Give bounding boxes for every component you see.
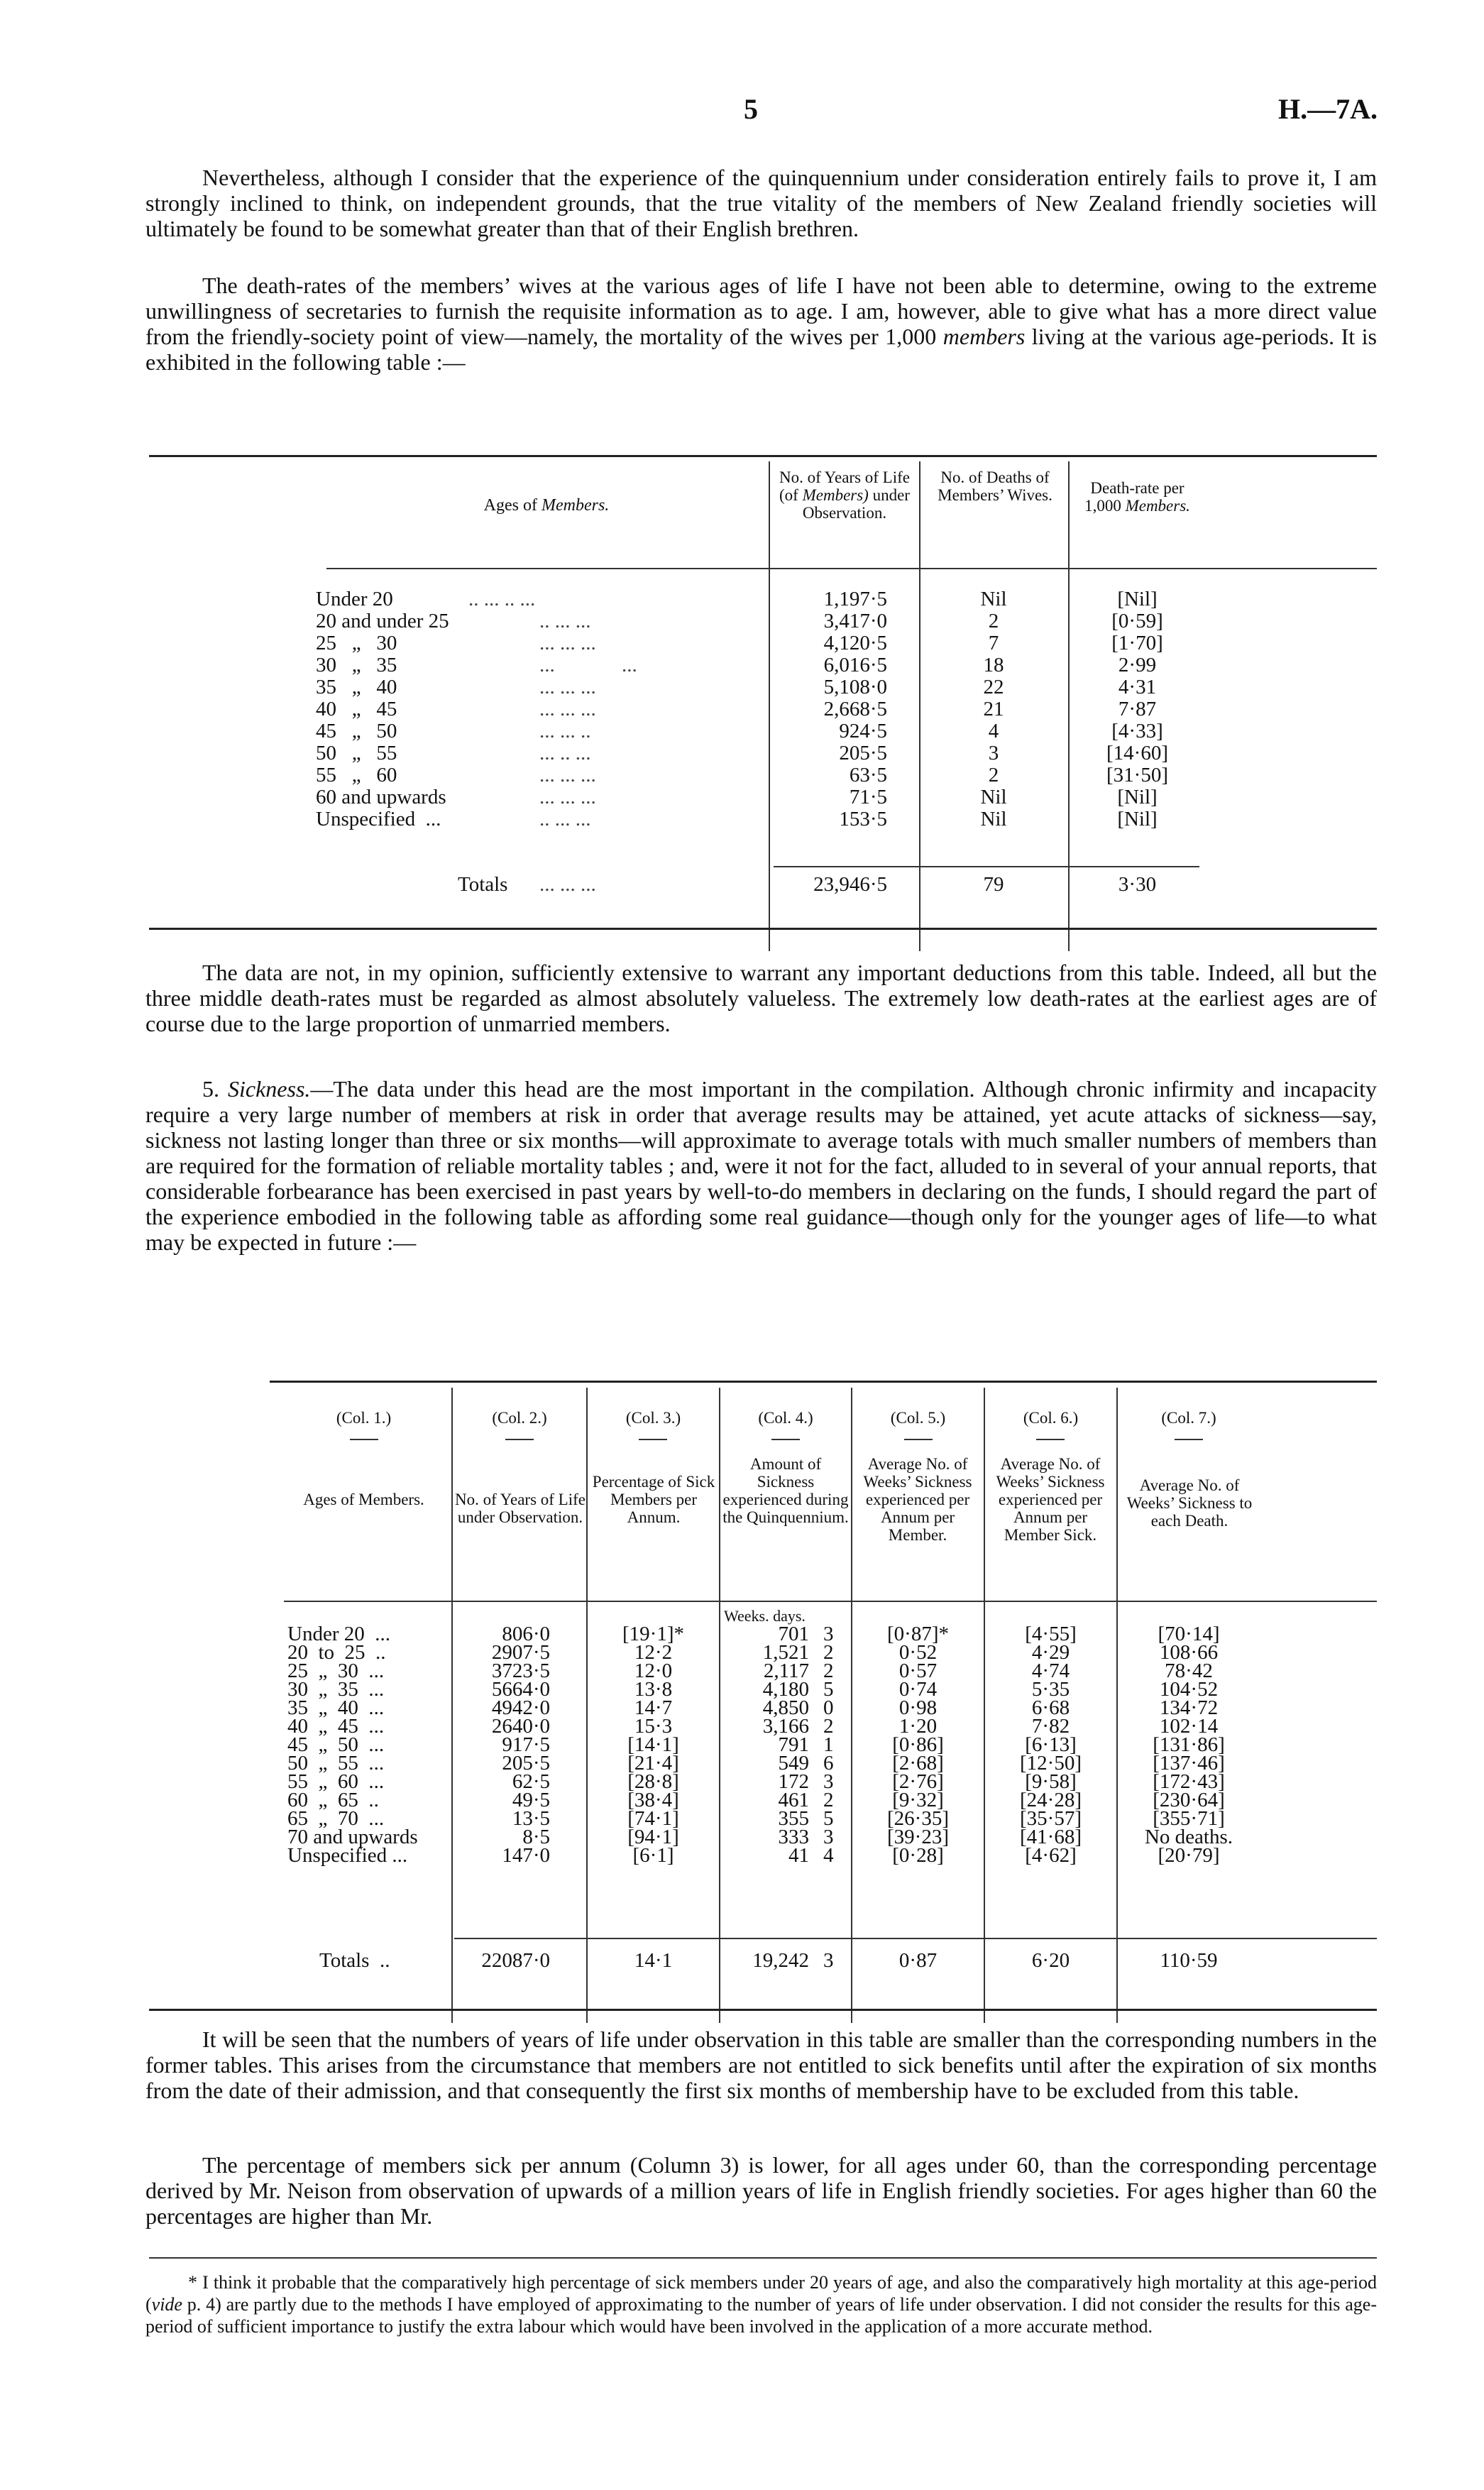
avg-member-cell: [0·86]	[892, 1733, 944, 1756]
avg-sick-cell: [4·62]	[1025, 1844, 1077, 1867]
years-cell: 63·5	[849, 764, 887, 786]
total-avg-sick: 6·20	[1031, 1949, 1070, 1972]
age-cell: 45 „ 50	[316, 720, 397, 742]
totals-row	[0, 874, 1484, 896]
table-header-rule	[284, 1601, 1377, 1602]
table-row	[0, 765, 1484, 787]
document-code: H.—7A.	[1278, 93, 1378, 125]
table-top-rule	[270, 1381, 1377, 1383]
days-cell: 2	[823, 1715, 834, 1738]
days-cell: 4	[823, 1844, 834, 1867]
total-days: 3	[823, 1949, 834, 1972]
header-text: under Observation.	[802, 486, 910, 522]
col-label-5: (Col. 5.)	[890, 1409, 946, 1427]
avg-sick-cell: 5·35	[1031, 1678, 1070, 1701]
age-cell: Under 20 ...	[287, 1623, 390, 1645]
years-cell: 153·5	[839, 808, 887, 830]
years-cell: 4,120·5	[823, 632, 887, 654]
col-label-6: (Col. 6.)	[1023, 1409, 1079, 1427]
deaths-cell: 2	[988, 610, 999, 632]
footnote-text: p. 4) are partly due to the methods I have employed of approximating to the number of years of life under observation. I did not consider the results for this age-period of sufficient importance to justify the extra labour which would have been involved in the application of a more accurate method.	[145, 2294, 1377, 2337]
avg-sick-cell: [35·57]	[1020, 1807, 1082, 1830]
years-cell: 205·5	[839, 742, 887, 764]
header-text: Ages of	[483, 496, 542, 515]
section-number: 5.	[202, 1076, 228, 1102]
footnote	[145, 2271, 1377, 2337]
leader-dots: .. ... ...	[539, 610, 591, 632]
weeks-cell: 355	[778, 1807, 809, 1830]
avg-member-cell: [2·76]	[892, 1770, 944, 1793]
percentage-cell: [14·1]	[627, 1733, 679, 1756]
leader-dots: ... ...	[539, 654, 637, 676]
leader-dots: .. ... .. ...	[468, 588, 536, 610]
years-cell: 2907·5	[491, 1641, 550, 1664]
table-row	[0, 699, 1484, 721]
leader-dots: .. ... ...	[539, 808, 591, 830]
age-cell: 35 „ 40 ...	[287, 1696, 385, 1719]
years-cell: 71·5	[849, 786, 887, 808]
header-dash	[1036, 1439, 1065, 1440]
age-cell: 60 „ 65 ..	[287, 1789, 379, 1811]
deaths-cell: Nil	[980, 588, 1007, 610]
weeks-cell: 461	[778, 1789, 809, 1811]
total-per-death: 110·59	[1160, 1949, 1218, 1972]
header-ages-of-members	[397, 497, 696, 515]
totals-rule	[454, 1938, 1377, 1939]
avg-sick-cell: [6·13]	[1025, 1733, 1077, 1756]
col-label-7: (Col. 7.)	[1161, 1409, 1216, 1427]
col-title-avg-per-member: Average No. of Weeks’ Sickness experienced per Annum per Member.	[863, 1455, 972, 1544]
weeks-cell: 4,180	[762, 1678, 809, 1701]
total-years: 23,946·5	[813, 873, 887, 896]
avg-member-cell: 0·74	[898, 1678, 938, 1701]
leader-dots: ... ... ...	[539, 764, 596, 786]
days-cell: 2	[823, 1641, 834, 1664]
footnote-emphasis: vide	[151, 2294, 182, 2315]
years-cell: 3,417·0	[823, 610, 887, 632]
avg-sick-cell: [41·68]	[1020, 1826, 1082, 1848]
rate-cell: [Nil]	[1117, 588, 1158, 610]
percentage-cell: 13·8	[634, 1678, 673, 1701]
years-cell: 5664·0	[491, 1678, 550, 1701]
total-percentage: 14·1	[634, 1949, 673, 1972]
rate-cell: 2·99	[1118, 654, 1157, 676]
rate-cell: 7·87	[1118, 698, 1157, 720]
col-label-2: (Col. 2.)	[492, 1409, 547, 1427]
avg-member-cell: [2·68]	[892, 1752, 944, 1775]
paragraph-wives-mortality	[145, 273, 1377, 375]
deaths-cell: Nil	[980, 808, 1007, 830]
deaths-cell: 2	[988, 764, 999, 786]
header-text: Death-rate per 1,000	[1084, 479, 1185, 515]
per-death-cell: [230·64]	[1153, 1789, 1225, 1811]
total-avg-member: 0·87	[898, 1949, 938, 1972]
avg-sick-cell: [4·55]	[1025, 1623, 1077, 1645]
avg-sick-cell: 7·82	[1031, 1715, 1070, 1738]
percentage-cell: [21·4]	[627, 1752, 679, 1775]
avg-sick-cell: 4·74	[1031, 1660, 1070, 1682]
emphasis-text: members	[942, 324, 1026, 349]
weeks-cell: 41	[788, 1844, 809, 1867]
table-row	[0, 611, 1484, 633]
age-cell: 20 to 25 ..	[287, 1641, 386, 1664]
header-emphasis: Members.	[542, 496, 610, 515]
years-cell: 49·5	[512, 1789, 550, 1811]
age-cell: 35 „ 40	[316, 676, 397, 698]
days-cell: 2	[823, 1789, 834, 1811]
days-cell: 1	[823, 1733, 834, 1756]
table-header-rule	[326, 568, 1377, 569]
header-dash	[505, 1439, 534, 1440]
years-cell: 205·5	[502, 1752, 550, 1775]
header-years-of-life	[771, 468, 918, 522]
header-dash	[350, 1439, 378, 1440]
age-cell: 30 „ 35	[316, 654, 397, 676]
paragraph-text: living at the various age-periods. It is exhibited in the following table :—	[145, 324, 1378, 375]
days-cell: 5	[823, 1678, 834, 1701]
per-death-cell: 134·72	[1159, 1696, 1219, 1719]
per-death-cell: 102·14	[1159, 1715, 1219, 1738]
rate-cell: [31·50]	[1106, 764, 1168, 786]
deaths-cell: 21	[983, 698, 1004, 720]
weeks-cell: 2,117	[763, 1660, 809, 1682]
per-death-cell: [355·71]	[1153, 1807, 1225, 1830]
paragraph-text: —The data under this head are the most important in the compilation. Although chronic infirmity and incapacity require a very large number of members at risk in order that average results may be attained, yet acute attacks of sickness—say, sickness not lasting longer than three or six months—will approximate to average totals with much smaller numbers of members than are required for the formation of reliable mortality tables ; and, were it not for the fact, alluded to in several of your annual reports, that considerable forbearance has been exercised in past years by well-to-do members in declaring on the funds, I should regard the part of the experience embodied in the following table as affording some real guidance—though only for the younger ages of life—to what may be expected in future :—	[145, 1076, 1378, 1255]
avg-member-cell: [0·28]	[892, 1844, 944, 1867]
years-cell: 806·0	[502, 1623, 550, 1645]
age-cell: Unspecified ...	[316, 808, 441, 830]
avg-member-cell: [26·35]	[887, 1807, 949, 1830]
paragraph-data-assessment: The data are not, in my opinion, sufficiently extensive to warrant any important deductions from this table. Indeed, all but the three middle death-rates must be regarded as almost absolutely valueless. The extremely low death-rates at the earliest ages are of course due to the large proportion of unmarried members.	[145, 960, 1377, 1036]
age-cell: 65 „ 70 ...	[287, 1807, 385, 1830]
header-emphasis: Members.	[1125, 497, 1190, 515]
section-title: Sickness.	[228, 1076, 311, 1102]
table-row	[0, 721, 1484, 743]
table-row	[0, 589, 1484, 611]
header-dash	[771, 1439, 800, 1440]
leader-dots: ... ... ...	[539, 698, 596, 720]
deaths-cell: 4	[988, 720, 999, 742]
rate-cell: [Nil]	[1117, 808, 1158, 830]
age-cell: Under 20	[316, 588, 393, 610]
percentage-cell: [28·8]	[627, 1770, 679, 1793]
weeks-cell: 701	[778, 1623, 809, 1645]
years-cell: 13·5	[512, 1807, 550, 1830]
totals-rule	[774, 866, 1199, 867]
percentage-cell: 12·0	[634, 1660, 673, 1682]
leader-dots: ... .. ...	[539, 742, 591, 764]
col-title-ages: Ages of Members.	[303, 1491, 424, 1508]
percentage-cell: [6·1]	[632, 1844, 674, 1867]
avg-sick-cell: [12·50]	[1020, 1752, 1082, 1775]
days-cell: 3	[823, 1770, 834, 1793]
age-cell: 30 „ 35 ...	[287, 1678, 385, 1701]
paragraph-text: The death-rates of the members’ wives at the various ages of life I have not been able to determine, owing to the extreme unwillingness of secretaries to furnish the requisite information as to age. I am, however, able to give what has a more direct value from the friendly-society point of view—namely, the mortality of the wives per 1,000	[145, 273, 1377, 349]
col-title-years: No. of Years of Life under Observation.	[455, 1491, 586, 1526]
weeks-cell: 333	[778, 1826, 809, 1848]
leader-dots: ... ... ...	[539, 786, 596, 808]
page-header	[0, 92, 1484, 135]
percentage-cell: 14·7	[634, 1696, 673, 1719]
total-years: 22087·0	[481, 1949, 550, 1972]
table-row	[0, 809, 1484, 831]
avg-member-cell: 0·57	[898, 1660, 938, 1682]
page-number: 5	[744, 93, 758, 125]
table-row	[0, 743, 1484, 765]
percentage-cell: [94·1]	[627, 1826, 679, 1848]
deaths-cell: 18	[983, 654, 1004, 676]
table-row	[0, 1845, 1484, 1868]
percentage-cell: [74·1]	[627, 1807, 679, 1830]
age-cell: 40 „ 45 ...	[287, 1715, 385, 1738]
age-cell: 55 „ 60 ...	[287, 1770, 385, 1793]
days-cell: 6	[823, 1752, 834, 1775]
table-row	[0, 677, 1484, 699]
rate-cell: [14·60]	[1106, 742, 1168, 764]
percentage-cell: 12·2	[634, 1641, 673, 1664]
days-cell: 3	[823, 1623, 834, 1645]
leader-dots: ... ... ...	[539, 873, 596, 896]
days-cell: 3	[823, 1826, 834, 1848]
per-death-cell: [70·14]	[1158, 1623, 1220, 1645]
avg-member-cell: 0·98	[898, 1696, 938, 1719]
per-death-cell: 108·66	[1159, 1641, 1219, 1664]
footnote-rule	[149, 2257, 1377, 2259]
col-label-1: (Col. 1.)	[336, 1409, 392, 1427]
col-label-4: (Col. 4.)	[758, 1409, 813, 1427]
avg-member-cell: [0·87]*	[887, 1623, 949, 1645]
age-cell: 50 „ 55	[316, 742, 397, 764]
table-bottom-rule	[149, 928, 1377, 930]
per-death-cell: [20·79]	[1158, 1844, 1220, 1867]
table-bottom-rule	[149, 2009, 1377, 2011]
age-cell: Unspecified ...	[287, 1844, 408, 1867]
days-cell: 5	[823, 1807, 834, 1830]
leader-dots: ... ... ...	[539, 632, 596, 654]
col-title-amount: Amount of Sickness experienced during the Quinquennium.	[722, 1455, 849, 1526]
header-dash	[1175, 1439, 1203, 1440]
totals-row	[0, 1951, 1484, 1973]
age-cell: 70 and upwards	[287, 1826, 418, 1848]
age-cell: 20 and under 25	[316, 610, 449, 632]
rate-cell: [Nil]	[1117, 786, 1158, 808]
rate-cell: [1·70]	[1111, 632, 1163, 654]
avg-member-cell: 1·20	[898, 1715, 938, 1738]
per-death-cell: [172·43]	[1153, 1770, 1225, 1793]
years-cell: 8·5	[522, 1826, 550, 1848]
table-top-rule	[149, 455, 1377, 457]
years-cell: 3723·5	[491, 1660, 550, 1682]
years-cell: 2640·0	[491, 1715, 550, 1738]
percentage-cell: 15·3	[634, 1715, 673, 1738]
age-cell: 25 „ 30 ...	[287, 1660, 385, 1682]
years-cell: 924·5	[839, 720, 887, 742]
header-death-rate	[1072, 479, 1203, 515]
days-cell: 2	[823, 1660, 834, 1682]
avg-sick-cell: 4·29	[1031, 1641, 1070, 1664]
years-cell: 147·0	[502, 1844, 550, 1867]
paragraph-vitality: Nevertheless, although I consider that the experience of the quinquennium under consideration entirely fails to prove it, I am strongly inclined to think, on independent grounds, that the true vitality of the members of New Zealand friendly societies will ultimately be found to be somewhat greater than that of their English brethren.	[145, 165, 1377, 241]
avg-member-cell: 0·52	[898, 1641, 938, 1664]
weeks-cell: 4,850	[762, 1696, 809, 1719]
days-cell: 0	[823, 1696, 834, 1719]
deaths-cell: Nil	[980, 786, 1007, 808]
table-row	[0, 787, 1484, 809]
rate-cell: 4·31	[1118, 676, 1157, 698]
col-title-percentage: Percentage of Sick Members per Annum.	[592, 1473, 715, 1526]
paragraph-percentage-comparison: The percentage of members sick per annum (Column 3) is lower, for all ages under 60, than the corresponding percentage derived by Mr. Neison from observation of upwards of a million years of life in English friendly societies. For ages higher than 60 the percentages are higher than Mr.	[145, 2152, 1377, 2229]
leader-dots: ... ... ..	[539, 720, 591, 742]
total-rate: 3·30	[1118, 873, 1157, 896]
per-death-cell: 104·52	[1159, 1678, 1219, 1701]
weeks-days-subheader: Weeks. days.	[724, 1607, 806, 1625]
per-death-cell: [137·46]	[1153, 1752, 1225, 1775]
avg-sick-cell: 6·68	[1031, 1696, 1070, 1719]
age-cell: 40 „ 45	[316, 698, 397, 720]
header-emphasis: Members)	[802, 486, 869, 504]
age-cell: 45 „ 50 ...	[287, 1733, 385, 1756]
years-cell: 2,668·5	[823, 698, 887, 720]
percentage-cell: [38·4]	[627, 1789, 679, 1811]
avg-sick-cell: [9·58]	[1025, 1770, 1077, 1793]
avg-sick-cell: [24·28]	[1020, 1789, 1082, 1811]
per-death-cell: [131·86]	[1153, 1733, 1225, 1756]
percentage-cell: [19·1]*	[622, 1623, 684, 1645]
per-death-cell: 78·42	[1165, 1660, 1213, 1682]
total-deaths: 79	[983, 873, 1004, 896]
header-deaths-of-wives: No. of Deaths of Members’ Wives.	[938, 468, 1052, 504]
age-cell: 50 „ 55 ...	[287, 1752, 385, 1775]
table-row	[0, 655, 1484, 677]
age-cell: 55 „ 60	[316, 764, 397, 786]
years-cell: 4942·0	[491, 1696, 550, 1719]
totals-label: Totals	[458, 873, 508, 896]
rate-cell: [0·59]	[1111, 610, 1163, 632]
years-cell: 1,197·5	[823, 588, 887, 610]
weeks-cell: 1,521	[762, 1641, 809, 1664]
table-row	[0, 633, 1484, 655]
avg-member-cell: [39·23]	[887, 1826, 949, 1848]
age-cell: 60 and upwards	[316, 786, 446, 808]
years-cell: 5,108·0	[823, 676, 887, 698]
paragraph-sickness	[145, 1076, 1377, 1255]
totals-label: Totals ..	[319, 1949, 390, 1972]
deaths-cell: 3	[988, 742, 999, 764]
deaths-cell: 7	[988, 632, 999, 654]
per-death-cell: No deaths.	[1144, 1826, 1233, 1848]
footnote-text: * I think it probable that the comparatively high percentage of sick members under 20 years of age, and also the comparatively high mortality at this age-period (	[145, 2272, 1377, 2315]
weeks-cell: 549	[778, 1752, 809, 1775]
weeks-cell: 172	[778, 1770, 809, 1793]
years-cell: 62·5	[512, 1770, 550, 1793]
avg-member-cell: [9·32]	[892, 1789, 944, 1811]
weeks-cell: 3,166	[762, 1715, 809, 1738]
header-dash	[639, 1439, 667, 1440]
header-text: No. of Years of Life (of	[779, 468, 910, 504]
col-label-3: (Col. 3.)	[625, 1409, 681, 1427]
total-weeks: 19,242	[752, 1949, 809, 1972]
years-cell: 917·5	[502, 1733, 550, 1756]
col-title-avg-per-sick: Average No. of Weeks’ Sickness experienced per Annum per Member Sick.	[996, 1455, 1105, 1544]
rate-cell: [4·33]	[1111, 720, 1163, 742]
header-dash	[904, 1439, 933, 1440]
years-cell: 6,016·5	[823, 654, 887, 676]
col-title-per-death: Average No. of Weeks’ Sickness to each Death.	[1126, 1476, 1253, 1530]
leader-dots: ... ... ...	[539, 676, 596, 698]
paragraph-years-observation: It will be seen that the numbers of years of life under observation in this table are smaller than the corresponding numbers in the former tables. This arises from the circumstance that members are not entitled to sick benefits until after the expiration of six months from the date of their admission, and that consequently the first six months of membership have to be excluded from this table.	[145, 2026, 1377, 2103]
deaths-cell: 22	[983, 676, 1004, 698]
age-cell: 25 „ 30	[316, 632, 397, 654]
weeks-cell: 791	[778, 1733, 809, 1756]
